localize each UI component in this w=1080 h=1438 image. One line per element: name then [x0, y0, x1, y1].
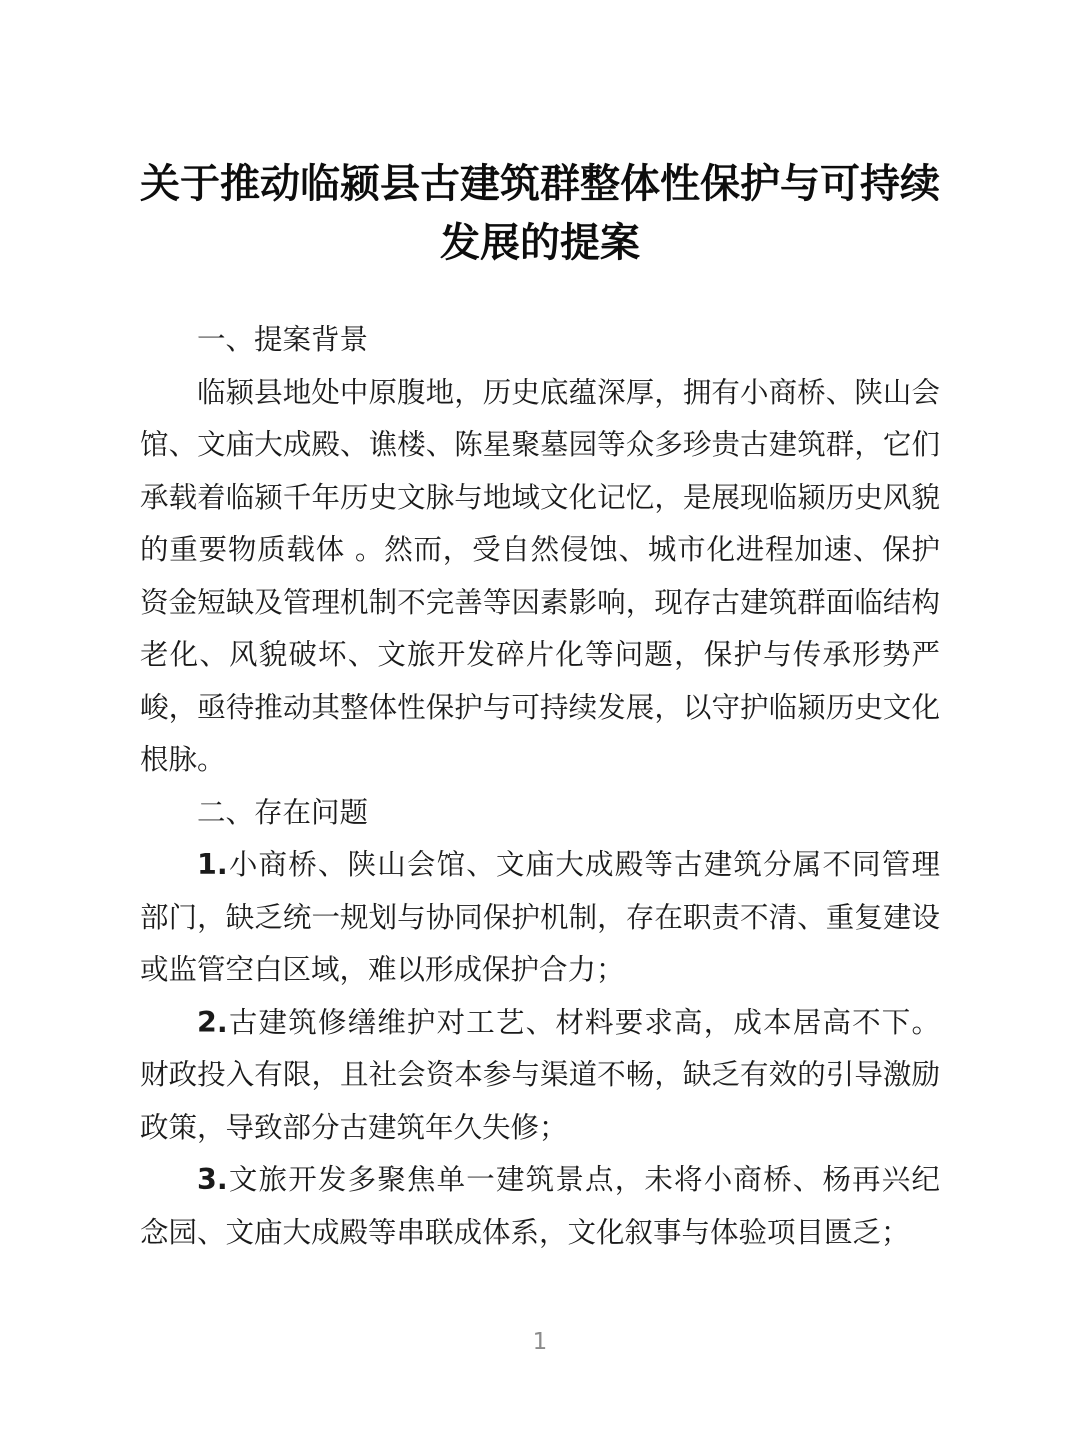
document-body	[140, 314, 940, 1259]
problem-item-2-number: 2.	[197, 1005, 228, 1039]
document-title: 关于推动临颍县古建筑群整体性保护与可持续发展的提案	[140, 161, 940, 266]
section-heading-background: 一、提案背景	[197, 323, 369, 356]
problem-item-3	[140, 1154, 940, 1259]
problem-item-1-number: 1.	[197, 848, 228, 881]
problem-item-1	[140, 839, 940, 997]
page-number: 1	[532, 1329, 548, 1355]
problem-item-3-text: 文旅开发多聚焦单一建筑景点，未将小商桥、杨再兴纪念园、文庙大成殿等串联成体系，文化叙事与体验项目匮乏；	[140, 1163, 940, 1249]
background-paragraph: 临颍县地处中原腹地，历史底蕴深厚，拥有小商桥、陕山会馆、文庙大成殿、谯楼、陈星聚墓园等众多珍贵古建筑群，它们承载着临颍千年历史文脉与地域文化记忆，是展现临颍历史风貌的重要物质载体 。然而，受自然侵蚀、城市化进程加速、保护资金短缺及管理机制不完善等因素影响，现存古建筑群面临结构老化、风貌破坏、文旅开发碎片化等问题，保护与传承形势严峻，亟待推动其整体性保护与可持续发展，以守护临颍历史文化根脉。	[140, 375, 940, 776]
problem-item-2-text: 古建筑修缮维护对工艺、材料要求高，成本居高不下。财政投入有限，且社会资本参与渠道不畅，缺乏有效的引导激励政策，导致部分古建筑年久失修；	[140, 1005, 940, 1144]
problem-item-1-text: 小商桥、陕山会馆、文庙大成殿等古建筑分属不同管理部门，缺乏统一规划与协同保护机制，存在职责不清、重复建设或监管空白区域，难以形成保护合力；	[140, 848, 940, 986]
document-content	[140, 155, 940, 1259]
problem-item-2	[140, 997, 940, 1155]
section-heading-problems: 二、存在问题	[197, 795, 369, 829]
problem-item-3-number: 3.	[197, 1163, 228, 1196]
